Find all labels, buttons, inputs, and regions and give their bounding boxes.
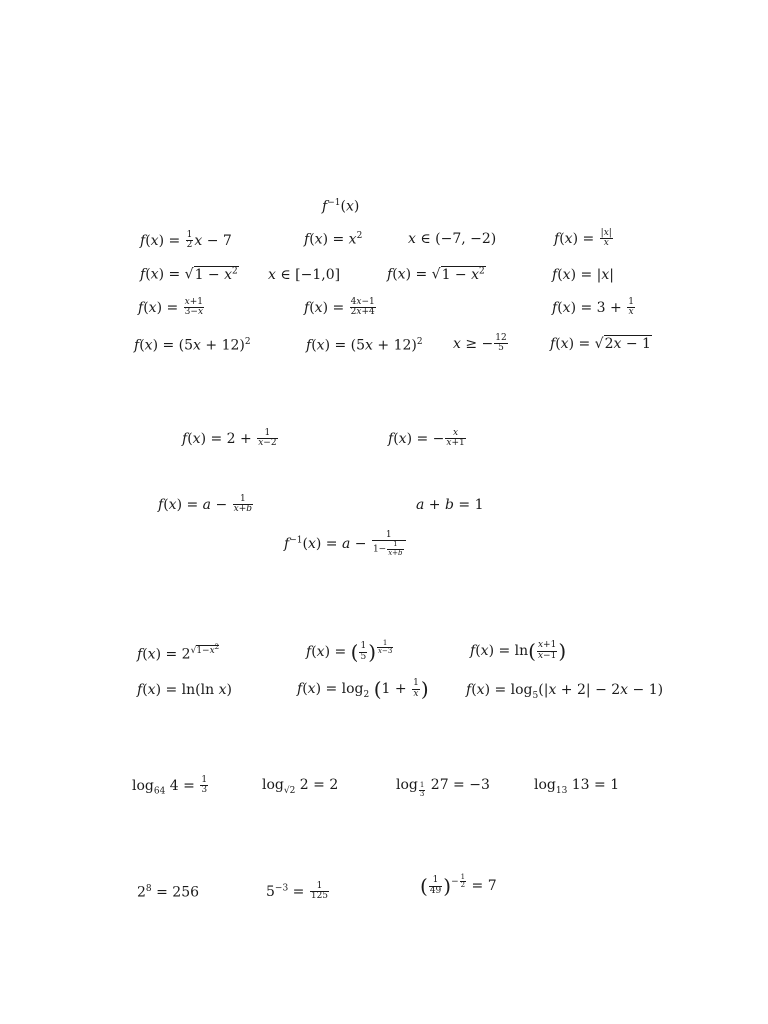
equation-r8-1: f(x) = ( $\frac{1}{5}$ ) $^{\frac{1}{x-3}}$: [306, 639, 393, 664]
equation-r4-3: f(x) = √2x − 1: [550, 336, 651, 352]
equation-r4-0: $f(x) = (5x + 12)^2$: [134, 337, 251, 354]
equation-r10-2: log $_{\frac{1}{3}}$ 27 = −3: [396, 777, 490, 798]
equation-r2-3: f(x) = |x|: [552, 267, 614, 283]
equation-r2-0: $f(x) = √1 - x^2$: [140, 266, 238, 283]
equation-r6-1: a + b = 1: [416, 497, 484, 513]
equation-r1-0: f(x) = $\frac{1}{2}$ x − 7: [140, 230, 232, 251]
equation-r5-0: f(x) = 2 + $\frac{1}{x-2}$: [182, 428, 277, 449]
equation-r10-1: $\log_{√2} 2 = 2$: [262, 777, 339, 796]
equation-r8-0: $f(x) = 2^{√1-x^2}$: [137, 643, 220, 663]
equation-r11-1: $5^{-3}$ = $\frac{1}{125}$: [266, 881, 329, 902]
equation-r8-2: f(x) = ln( $\frac{x+1}{x-1}$ ): [470, 639, 567, 663]
equation-r11-0: $2^8 = 256$: [137, 884, 200, 901]
equation-r6-0: f(x) = a − $\frac{1}{x+b}$: [158, 494, 253, 515]
equation-r9-1: $f(x) = \log_2 (1$ + $\frac{1}{x}$ ): [297, 677, 429, 701]
equation-r1-2: x ∈ (−7, −2): [408, 231, 497, 247]
equation-r4-2: x ≥ − $\frac{12}{5}$: [453, 333, 507, 354]
equation-r10-0: $\log_{64} 4$ = $\frac{1}{3}$: [132, 775, 208, 797]
equation-r3-0: f(x) = $\frac{x+1}{3-x}$: [138, 297, 204, 318]
equation-r1-1: $f(x) = x^2$: [304, 231, 363, 248]
equation-r5-1: f(x) = − $\frac{x}{x+1}$: [388, 428, 465, 449]
equation-r9-2: $f(x) = \log_5(|x + 2| - 2x - 1)$: [466, 682, 664, 701]
equation-r3-2: f(x) = 3 + $\frac{1}{x}$: [552, 297, 634, 318]
equation-r1-3: f(x) = $\frac{|x|}{x}$: [554, 228, 612, 249]
equation-r4-1: $f(x) = (5x + 12)^2$: [306, 337, 423, 354]
equation-r0-0: $f^{-1}(x)$: [322, 198, 360, 215]
equation-r7-0: $f^{-1}(x) = a$ − 1 1− $\frac{1}{x+b}$: [284, 531, 407, 557]
equation-r2-2: $f(x) = √1 - x^2$: [387, 266, 485, 283]
equation-r10-3: $\log_{13} 13 = 1$: [534, 777, 620, 796]
equation-r9-0: f(x) = ln(ln x): [137, 682, 232, 698]
equation-r3-1: f(x) = $\frac{4x-1}{2x+4}$: [304, 297, 375, 318]
equation-r2-1: x ∈ [−1,0]: [268, 267, 341, 283]
equation-r11-2: ( $\frac{1}{49}$ )$^{- \frac{1}{2}}$ = 7: [420, 873, 497, 898]
